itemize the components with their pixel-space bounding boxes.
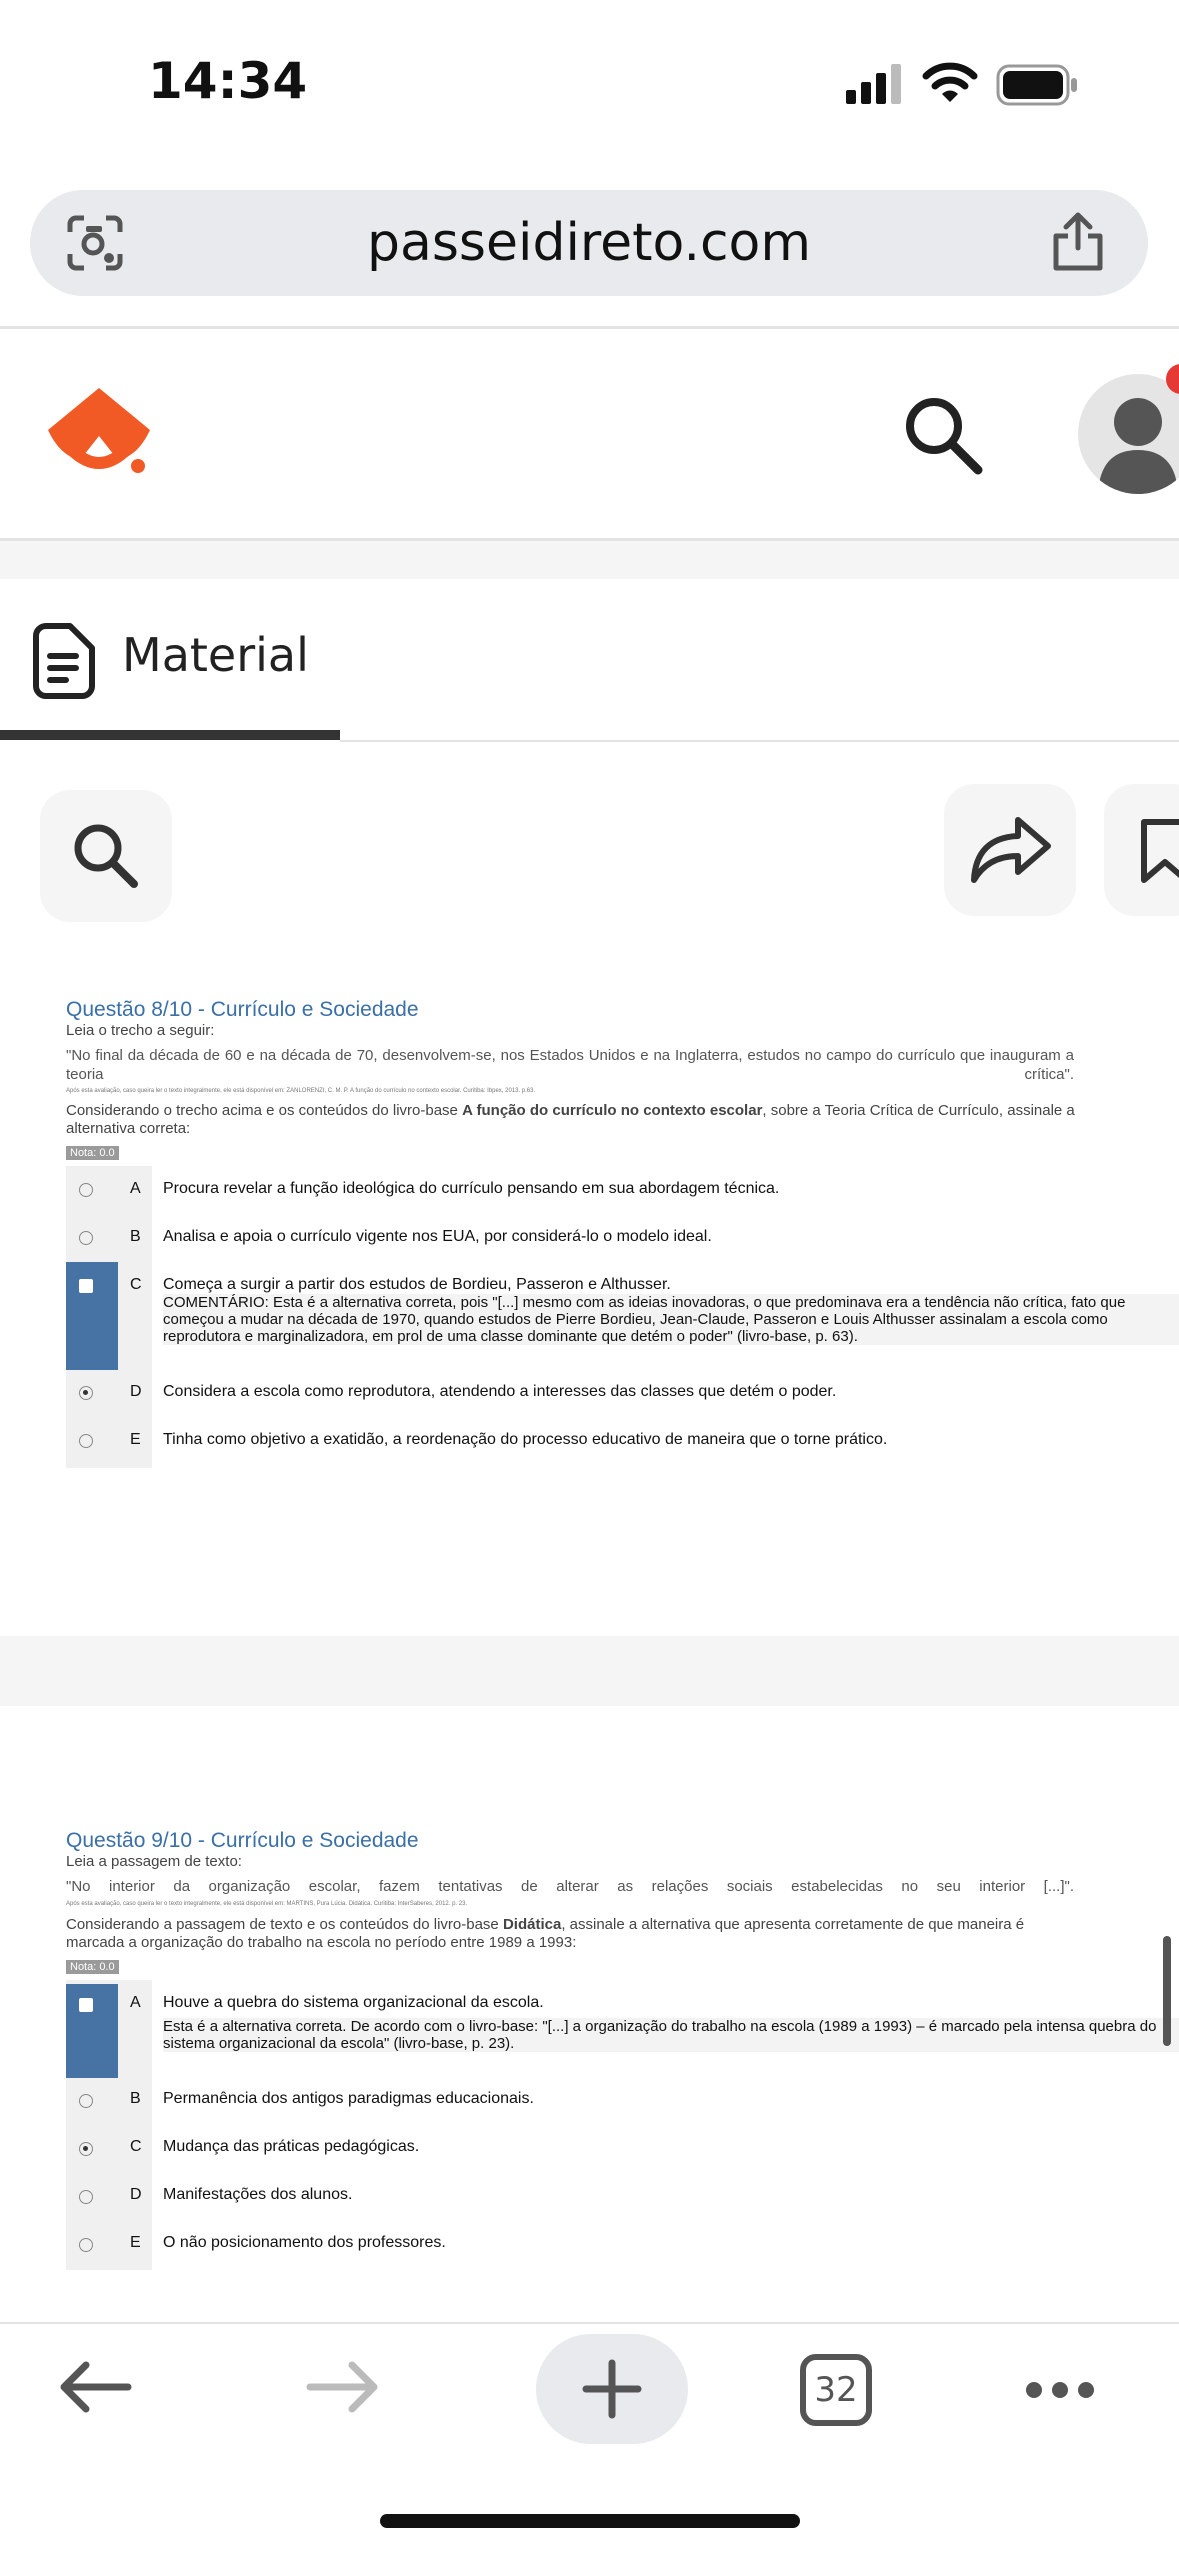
browser-divider — [0, 326, 1179, 329]
question-8-option-b-text[interactable]: Analisa e apoia o currículo vigente nos EUA, por considerá-lo o modelo ideal. — [163, 1228, 712, 1245]
question-9-option-c-letter: C — [130, 2138, 142, 2155]
address-bar[interactable] — [30, 190, 1148, 296]
tab-material[interactable]: Material — [122, 628, 309, 682]
document-search-button[interactable] — [40, 790, 172, 922]
question-8-option-b-letter: B — [130, 1228, 141, 1245]
question-8-option-c-comment: COMENTÁRIO: Esta é a alternativa correta, pois "[...] mesmo com as ideias inovadoras, o que predominava era a tendência não crítica, fato que começou a mudar na década de 1970, quando estudos de Pierre Bordieu, Jean-Claude, Passeron e Louis Althusser assinalam a escola como reprodutora e marginalizadora, em prol de uma classe dominante que detém o poder" (livro-base, p. 63). — [163, 1294, 1179, 1345]
question-8-option-e-text[interactable]: Tinha como objetivo a exatidão, a reordenação do processo educativo de maneira que o torne prático. — [163, 1431, 888, 1448]
search-icon — [70, 820, 142, 892]
question-9-option-c-text[interactable]: Mudança das práticas pedagógicas. — [163, 2138, 420, 2155]
passei-direto-logo[interactable] — [46, 386, 152, 478]
question-8-option-c-radio[interactable] — [79, 1279, 93, 1293]
question-9-option-a-letter: A — [130, 1994, 141, 2011]
question-9-title: Questão 9/10 - Currículo e Sociedade — [66, 1829, 419, 1852]
question-9-option-e-letter: E — [130, 2234, 141, 2251]
page-separator — [0, 1636, 1179, 1706]
question-8-option-d-radio[interactable] — [79, 1386, 93, 1400]
question-9-option-d-text[interactable]: Manifestações dos alunos. — [163, 2186, 353, 2203]
question-8-nota: Nota: 0.0 — [66, 1146, 119, 1160]
question-9-source: Após esta avaliação, caso queira ler o texto integralmente, ele está disponível em: MARTINS, Pura Lúcia. Didática. Curitiba: InterSaberes, 2012. p. 23. — [66, 1901, 468, 1907]
document-icon — [32, 622, 96, 700]
question-9-option-a-comment: Esta é a alternativa correta. De acordo com o livro-base: "[...] a organização do trabalho na escola (1989 a 1993) – é marcado pela intensa quebra do sistema organizacional da escola" (livro-base, p. 23). — [163, 2018, 1179, 2052]
question-8-option-c-letter: C — [130, 1276, 142, 1293]
url-text[interactable]: passeidireto.com — [366, 213, 812, 273]
question-9-nota: Nota: 0.0 — [66, 1960, 119, 1974]
question-8-option-d-text[interactable]: Considera a escola como reprodutora, atendendo a interesses das classes que detém o poder. — [163, 1383, 837, 1400]
question-8-option-c-text[interactable]: Começa a surgir a partir dos estudos de Bordieu, Passeron e Althusser. — [163, 1276, 671, 1293]
bookmark-button[interactable] — [1104, 784, 1179, 916]
question-8-option-a-radio[interactable] — [79, 1183, 93, 1197]
search-icon[interactable] — [900, 392, 984, 476]
question-9-prompt: Considerando a passagem de texto e os conteúdos do livro-base Didática, assinale a alternativa que apresenta corretamente de que maneira é marcada a organização do trabalho na escola no período entre 1989 a 1993: — [66, 1916, 1025, 1951]
question-9-quote: "No interior da organização escolar, fazem tentativas de alterar as relações sociais estabelecidas no seu interior [...]". — [66, 1878, 1074, 1895]
spacer-band — [0, 541, 1179, 579]
more-options-icon[interactable] — [1024, 2378, 1096, 2402]
plus-icon — [582, 2359, 642, 2419]
battery-icon — [996, 64, 1080, 106]
status-time: 14:34 — [148, 52, 308, 110]
question-8-option-a-letter: A — [130, 1180, 141, 1197]
scrollbar-thumb[interactable] — [1163, 1936, 1171, 2046]
new-tab-button[interactable] — [536, 2334, 688, 2444]
question-9-option-d-radio[interactable] — [79, 2190, 93, 2204]
question-8-quote: "No final da década de 60 e na década de 70, desenvolvem-se, nos Estados Unidos e na Inglaterra, estudos no campo do currículo que inauguram a teoria crítica". — [66, 1047, 1074, 1083]
question-8-option-e-radio[interactable] — [79, 1434, 93, 1448]
question-8-intro: Leia o trecho a seguir: — [66, 1022, 215, 1039]
question-9-option-b-text[interactable]: Permanência dos antigos paradigmas educacionais. — [163, 2090, 534, 2107]
question-8-option-a-text[interactable]: Procura revelar a função ideológica do currículo pensando em sua abordagem técnica. — [163, 1180, 780, 1197]
question-9-option-c-radio[interactable] — [79, 2142, 93, 2156]
bookmark-icon — [1140, 818, 1179, 884]
forward-arrow-icon[interactable] — [306, 2360, 380, 2414]
forward-share-icon — [968, 814, 1054, 886]
camera-search-icon[interactable] — [66, 214, 124, 272]
back-arrow-icon[interactable] — [58, 2360, 132, 2414]
question-9-option-d-letter: D — [130, 2186, 142, 2203]
tab-switcher-button[interactable]: 32 — [800, 2354, 872, 2426]
question-9-option-b-radio[interactable] — [79, 2094, 93, 2108]
question-9-option-b-letter: B — [130, 2090, 141, 2107]
question-9-option-e-text[interactable]: O não posicionamento dos professores. — [163, 2234, 446, 2251]
tab-divider — [340, 740, 1179, 742]
question-9-option-e-radio[interactable] — [79, 2238, 93, 2252]
question-9-option-a-radio[interactable] — [79, 1998, 93, 2012]
user-silhouette-icon — [1078, 374, 1179, 494]
question-8-option-e-letter: E — [130, 1431, 141, 1448]
tab-active-indicator — [0, 730, 340, 740]
question-8-option-b-radio[interactable] — [79, 1231, 93, 1245]
avatar[interactable] — [1078, 374, 1179, 494]
home-indicator — [380, 2514, 800, 2528]
question-8-option-d-letter: D — [130, 1383, 142, 1400]
question-9-option-a-text[interactable]: Houve a quebra do sistema organizacional da escola. — [163, 1994, 544, 2011]
share-icon[interactable] — [1048, 210, 1108, 274]
question-8-prompt: Considerando o trecho acima e os conteúdos do livro-base A função do currículo no contexto escolar, sobre a Teoria Crítica de Currículo, assinale a alternativa correta: — [66, 1102, 1075, 1137]
wifi-icon — [922, 60, 978, 104]
cellular-signal-icon — [846, 64, 902, 104]
question-8-correct-marker — [66, 1262, 118, 1370]
question-9-intro: Leia a passagem de texto: — [66, 1853, 242, 1870]
question-8-title: Questão 8/10 - Currículo e Sociedade — [66, 998, 419, 1021]
question-8-source: Após esta avaliação, caso queira ler o texto integralmente, ele está disponível em: ZANLORENZI, C. M. P. A função do currículo no contexto escolar. Curitiba: Ibpex, 2013. p.63. — [66, 1088, 536, 1094]
share-document-button[interactable] — [944, 784, 1076, 916]
